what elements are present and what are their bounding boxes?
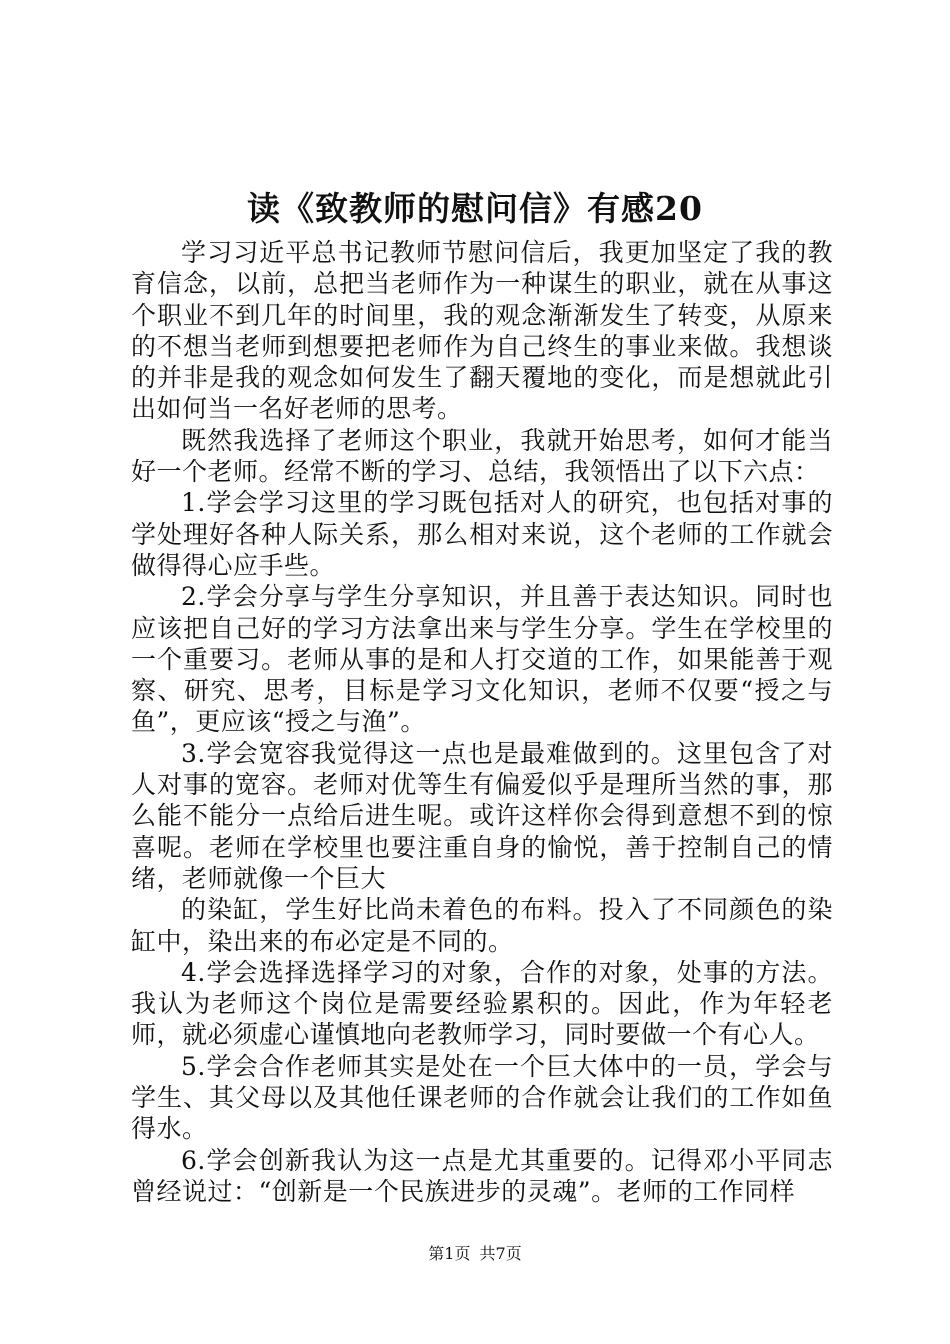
document-title: 读《致教师的慰问信》有感20 bbox=[247, 189, 703, 228]
page-footer bbox=[0, 1242, 950, 1266]
paragraph: 3.学会宽容我觉得这一点也是最难做到的。这里包含了对人对事的宽容。老师对优等生有偏爱似乎是理所当然的事，那么能不能分一点给后进生呢。或许这样你会得到意想不到的惊喜呢。老师在学校里也要注重自身的愉悦，善于控制自己的情绪，老师就像一个巨大 bbox=[131, 738, 833, 893]
total-pages: 共7页 bbox=[479, 1244, 522, 1263]
paragraph: 4.学会选择选择学习的对象，合作的对象，处事的方法。我认为老师这个岗位是需要经验累积的。因此，作为年轻老师，就必须虚心谨慎地向老教师学习，同时要做一个有心人。 bbox=[131, 957, 833, 1050]
paragraph: 学习习近平总书记教师节慰问信后，我更加坚定了我的教育信念，以前，总把当老师作为一种谋生的职业，就在从事这个职业不到几年的时间里，我的观念渐渐发生了转变，从原来的不想当老师到想要把老师作为自己终生的事业来做。我想谈的并非是我的观念如何发生了翻天覆地的变化，而是想就此引出如何当一名好老师的思考。 bbox=[131, 238, 833, 424]
document-body bbox=[131, 237, 833, 1207]
paragraph: 1.学会学习这里的学习既包括对人的研究，也包括对事的学处理好各种人际关系，那么相对来说，这个老师的工作就会做得得心应手些。 bbox=[131, 488, 833, 580]
paragraph: 的染缸，学生好比尚未着色的布料。投入了不同颜色的染缸中，染出来的布必定是不同的。 bbox=[131, 895, 833, 956]
paragraph: 2.学会分享与学生分享知识，并且善于表达知识。同时也应该把自己好的学习方法拿出来与学生分享。学生在学校里的一个重要习。老师从事的是和人打交道的工作，如果能善于观察、研究、思考，目标是学习文化知识，老师不仅要“授之与鱼”，更应该“授之与渔”。 bbox=[131, 582, 833, 737]
page-number: 第1页 bbox=[428, 1244, 471, 1263]
paragraph: 6.学会创新我认为这一点是尤其重要的。记得邓小平同志曾经说过：“创新是一个民族进步的灵魂”。老师的工作同样 bbox=[131, 1145, 833, 1206]
paragraph: 5.学会合作老师其实是处在一个巨大体中的一员，学会与学生、其父母以及其他任课老师的合作就会让我们的工作如鱼得水。 bbox=[131, 1051, 833, 1144]
paragraph: 既然我选择了老师这个职业，我就开始思考，如何才能当好一个老师。经常不断的学习、总结，我领悟出了以下六点： bbox=[131, 425, 833, 487]
